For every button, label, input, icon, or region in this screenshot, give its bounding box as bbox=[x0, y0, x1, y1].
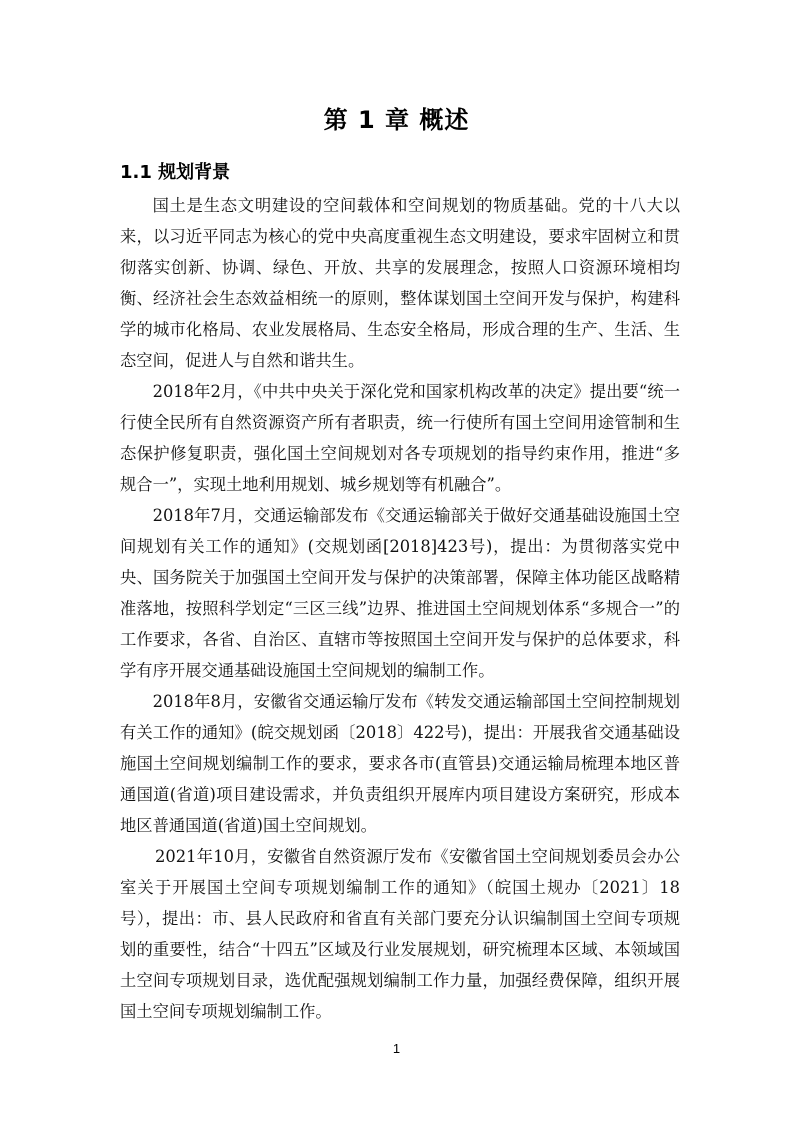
paragraph: 2018年2月，《中共中央关于深化党和国家机构改革的决定》提出要“统一行使全民所有自然资源资产所有者职责，统一行使所有国土空间用途管制和生态保护修复职责，强化国土空间规划对各专项规划的指导约束作用，推进“多规合一”，实现土地利用规划、城乡规划等有机融合”。 bbox=[120, 382, 680, 494]
section-title: 1.1 规划背景 bbox=[120, 162, 231, 183]
paragraph: 2018年7月，交通运输部发布《交通运输部关于做好交通基础设施国土空间规划有关工作的通知》(交规划函[2018]423号)，提出：为贯彻落实党中央、国务院关于加强国土空间开发与保护的决策部署，保障主体功能区战略精准落地，按照科学划定“三区三线”边界、推进国土空间规划体系“多规合一”的工作要求，各省、自治区、直辖市等按照国土空间开发与保护的总体要求，科学有序开展交通基础设施国土空间规划的编制工作。 bbox=[120, 506, 680, 680]
paragraph: 2021年10月，安徽省自然资源厅发布《安徽省国土空间规划委员会办公室关于开展国土空间专项规划编制工作的通知》（皖国土规办〔2021〕18号），提出：市、县人民政府和省直有关部门要充分认识编制国土空间专项规划的重要性，结合“十四五”区域及行业发展规划，研究梳理本区域、本领域国土空间专项规划目录，选优配强规划编制工作力量，加强经费保障，组织开展国土空间专项规划编制工作。 bbox=[120, 847, 680, 1021]
chapter-title: 第 1 章 概述 bbox=[323, 106, 470, 134]
paragraph: 2018年8月，安徽省交通运输厅发布《转发交通运输部国土空间控制规划有关工作的通知》(皖交规划函〔2018〕422号)，提出：开展我省交通基础设施国土空间规划编制工作的要求，要求各市(直管县)交通运输局梳理本地区普通国道(省道)项目建设需求，并负责组织开展库内项目建设方案研究，形成本地区普通国道(省道)国土空间规划。 bbox=[120, 692, 680, 835]
page-number: 1 bbox=[392, 1041, 401, 1056]
body-text bbox=[120, 190, 680, 1027]
paragraph: 国土是生态文明建设的空间载体和空间规划的物质基础。党的十八大以来，以习近平同志为核心的党中央高度重视生态文明建设，要求牢固树立和贯彻落实创新、协调、绿色、开放、共享的发展理念，按照人口资源环境相均衡、经济社会生态效益相统一的原则，整体谋划国土空间开发与保护，构建科学的城市化格局、农业发展格局、生态安全格局，形成合理的生产、生活、生态空间，促进人与自然和谐共生。 bbox=[120, 196, 680, 370]
